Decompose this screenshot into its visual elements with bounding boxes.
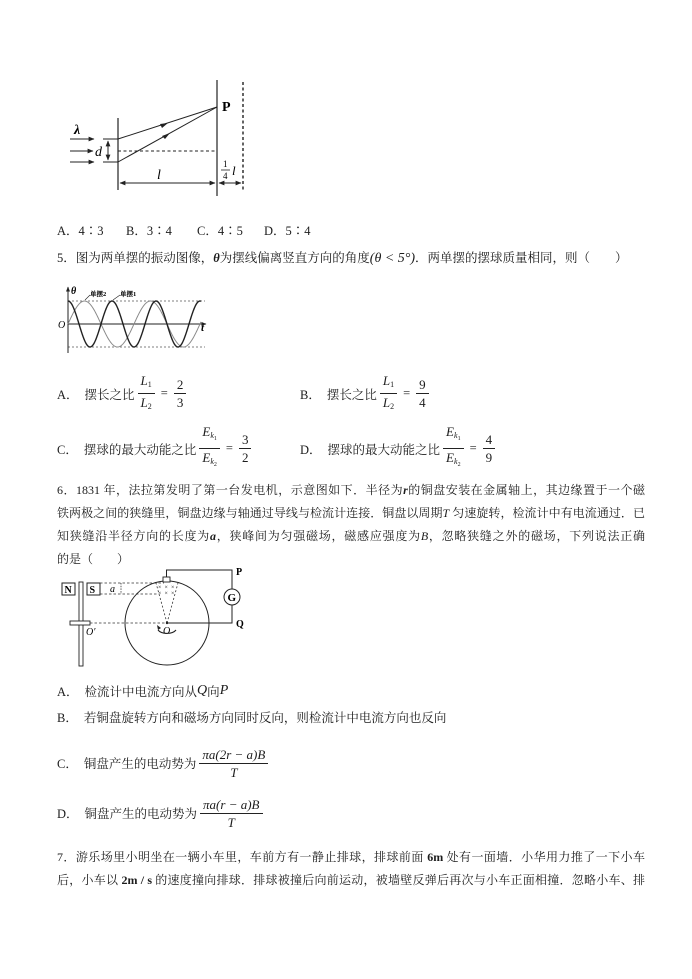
numerator: $E_{k_1}$: [443, 424, 464, 449]
option-value: 5∶4: [285, 224, 311, 238]
question-number: 5．: [57, 251, 76, 265]
option-value: 4∶3: [78, 224, 104, 238]
denominator: $E_{k_2}$: [446, 450, 461, 468]
svg-text:×: ×: [171, 585, 175, 591]
wire-to-p: [164, 570, 233, 591]
svg-text:×: ×: [164, 585, 168, 591]
denominator: T: [230, 764, 238, 780]
galvanometer-label: G: [227, 592, 237, 604]
option-value: 3∶4: [146, 224, 172, 238]
slit-distance-label: d: [95, 145, 102, 160]
label-1-leader: [113, 295, 120, 300]
equals-sign: =: [403, 386, 411, 400]
q4-option-a[interactable]: [57, 223, 104, 239]
q6-stem-line-3: 知狭缝沿半径方向的长度为a，狭峰间为匀强磁场，磁感应强度为B，忽略狭缝之外的磁场，下列说法正确: [57, 529, 645, 543]
slit-length-symbol: a: [210, 529, 217, 543]
numerator: $E_{k_1}$: [199, 424, 220, 449]
wavelength-label: λ: [74, 123, 81, 138]
axle-horizontal: [70, 621, 90, 625]
equals-sign: =: [469, 441, 477, 455]
q6-stem-line-2: 铁两极之间的狭缝里，铜盘边缘与轴通过导线与检流计连接．铜盘以周期T 匀速旋转，检流计中有电流通过．已: [57, 506, 645, 520]
q5-stem: [57, 250, 628, 267]
ratio-value: $\frac{9}{4}$: [416, 377, 429, 410]
q4-option-c[interactable]: [197, 223, 243, 239]
energy-ratio-fraction: [443, 424, 464, 473]
faraday-disk-figure: [55, 565, 255, 670]
option-label: C．: [57, 442, 78, 457]
q6-option-b[interactable]: [57, 708, 446, 725]
option-label: B．: [126, 224, 147, 238]
origin-label: O: [58, 320, 66, 331]
option-label: C．: [57, 757, 78, 771]
option-text: 摆球的最大动能之比: [83, 442, 197, 457]
option-text: 摆球的最大动能之比: [327, 442, 441, 457]
denominator: T: [227, 814, 235, 830]
option-label: D．: [300, 442, 322, 457]
numerator: $L_1$: [380, 373, 397, 394]
q6-option-c[interactable]: [57, 746, 271, 780]
south-pole-label: S: [89, 585, 96, 596]
denominator: $L_2$: [140, 395, 152, 411]
equals-sign: =: [225, 441, 233, 455]
double-slit-figure: [50, 75, 260, 200]
ray-upper-arrowhead: [160, 123, 168, 128]
pendulum-graph: [55, 283, 215, 355]
quarter-l-label: l: [232, 163, 236, 178]
numerator: πa(r − a)B: [200, 797, 262, 814]
svg-text:×: ×: [164, 591, 168, 597]
pendulum-2-label: 单摆2: [90, 291, 107, 298]
point-p-symbol: P: [219, 682, 229, 698]
radius-symbol: r: [403, 483, 408, 497]
q6-stem-line-4: 的是（ ）: [57, 552, 130, 566]
denominator: $E_{k_2}$: [202, 450, 217, 468]
option-label: B．: [300, 387, 321, 402]
energy-ratio-fraction: [199, 424, 220, 473]
q4-option-d[interactable]: [264, 223, 311, 239]
option-label: A．: [57, 684, 79, 699]
option-text: 检流计中电流方向从: [84, 684, 198, 699]
option-text: 摆长之比: [84, 387, 135, 402]
option-label: A．: [57, 224, 79, 238]
rotation-arrowhead: [157, 625, 161, 630]
numerator: $L_1$: [138, 373, 155, 394]
stem-text: ．两单摆的摆球质量相同，则（ ）: [415, 251, 628, 265]
option-text: 摆长之比: [326, 387, 377, 402]
time-axis-label: t: [201, 322, 205, 334]
option-label: D．: [264, 224, 286, 238]
option-label: D．: [57, 807, 79, 821]
option-text: 若铜盘旋转方向和磁场方向同时反向，则检流计中电流方向也反向: [83, 710, 447, 725]
option-label: B．: [57, 710, 78, 725]
field-symbol: B: [420, 529, 429, 543]
wire-to-q: [167, 605, 232, 623]
ratio-value: $\frac{4}{9}$: [483, 432, 496, 465]
point-q-symbol: Q: [197, 682, 208, 698]
wall-distance: 6m: [427, 850, 444, 864]
svg-text:×: ×: [171, 591, 175, 597]
option-label: A．: [57, 387, 79, 402]
stem-text: 图为两单摆的振动图像，: [75, 251, 214, 265]
q5-option-c[interactable]: [57, 424, 254, 468]
north-pole-label: N: [64, 585, 72, 596]
denominator: $L_2$: [382, 395, 395, 411]
period-symbol: T: [442, 506, 450, 520]
q4-option-b[interactable]: [126, 223, 172, 239]
terminal-p-label: P: [236, 567, 243, 578]
option-label: C．: [197, 224, 218, 238]
theta-axis-label: θ: [71, 286, 77, 297]
numerator: πa(2r − a)B: [199, 747, 268, 764]
magnetic-field-marks: [158, 585, 174, 597]
axle-o-prime-label: O′: [86, 627, 96, 638]
option-text: 铜盘产生的电动势为: [83, 757, 197, 771]
stem-text: 为摆线偏离竖直方向的角度: [219, 251, 370, 265]
svg-text:×: ×: [158, 591, 162, 597]
quarter-denominator: 4: [223, 171, 228, 181]
option-text: 铜盘产生的电动势为: [84, 807, 198, 821]
q5-option-d[interactable]: [300, 424, 498, 468]
q6-option-d[interactable]: [57, 796, 266, 830]
terminal-q-label: Q: [236, 619, 244, 630]
car-speed: 2m / s: [121, 873, 152, 887]
q7-stem-line-2: 后，小车以 2m / s 的速度撞向排球．排球被撞后向前运动，被墙壁反弹后再次与小车正面相撞．忽略小车、排: [57, 873, 645, 887]
length-ratio-fraction: [380, 373, 397, 414]
quarter-numerator: 1: [223, 159, 228, 169]
q6-option-a[interactable]: [57, 682, 228, 699]
theta-symbol: θ: [213, 251, 220, 265]
option-value: 4∶5: [217, 224, 243, 238]
emf-fraction: [200, 797, 262, 830]
emf-fraction: [199, 747, 268, 780]
ratio-value: $\frac{3}{2}$: [239, 432, 252, 465]
option-text: 向: [207, 684, 220, 699]
svg-text:×: ×: [158, 585, 162, 591]
disk-center-label: O: [163, 626, 171, 637]
ratio-value: $\frac{2}{3}$: [174, 377, 187, 410]
q6-stem-line-1: 6．1831 年，法拉第发明了第一台发电机，示意图如下．半径为r的铜盘安装在金属轴上，其边缘置于一个磁: [57, 483, 645, 497]
q5-option-b[interactable]: [300, 373, 432, 411]
point-p-label: P: [222, 100, 231, 115]
angle-condition: (θ < 5°): [369, 251, 416, 266]
q5-option-a[interactable]: [57, 373, 189, 411]
pendulum-1-label: 单摆1: [120, 291, 137, 298]
q7-stem-line-1: 7．游乐场里小明坐在一辆小车里，车前方有一静止排球，排球前面 6m 处有一面墙．小华用力推了一下小车: [57, 850, 645, 864]
length-ratio-fraction: [138, 373, 155, 414]
distance-l-label: l: [157, 168, 161, 183]
brush-contact: [163, 577, 170, 582]
ray-lower-arrowhead: [162, 133, 170, 139]
equals-sign: =: [160, 386, 168, 400]
slit-length-label: a: [110, 584, 115, 595]
